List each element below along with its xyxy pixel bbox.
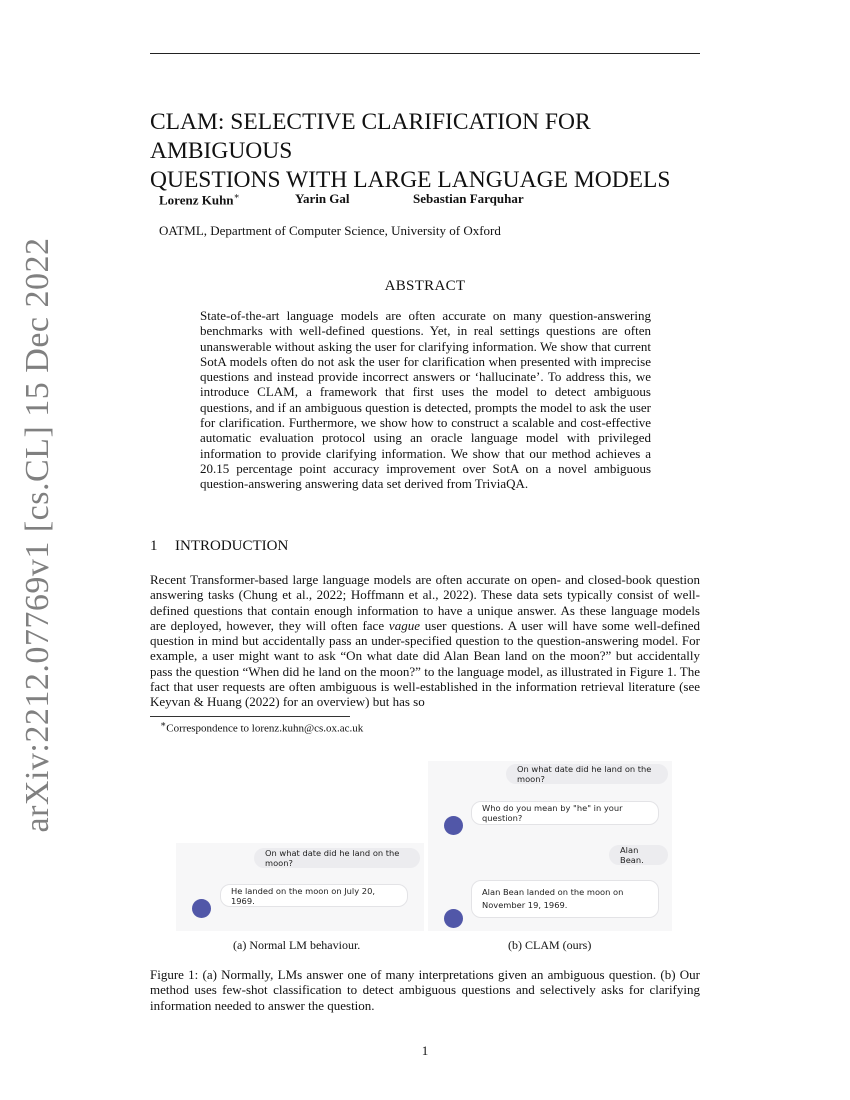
- panel-a-user-bubble: On what date did he land on the moon?: [254, 848, 420, 868]
- title-line-2: QUESTIONS WITH LARGE LANGUAGE MODELS: [150, 167, 671, 193]
- footnote-rule: [150, 716, 350, 717]
- intro-emphasis: vague: [388, 617, 420, 633]
- author-1-name: Lorenz Kuhn: [159, 192, 234, 208]
- subcaption-b: (b) CLAM (ours): [508, 938, 592, 952]
- footnote-mark: ∗: [160, 719, 167, 729]
- footnote: [160, 719, 363, 735]
- author-2: Yarin Gal: [295, 191, 350, 206]
- author-3: Sebastian Farquhar: [413, 191, 524, 206]
- intro-text-part-1: Recent Transformer-based large language models are often accurate on open- and closed-book question answering tasks (Chung et al., 2022; Hoffmann et al., 2022). These data sets typically consist of well-defined questions that contain enough information to have a unique answer. As these language models are deployed, however, they will often face: [150, 572, 700, 633]
- affiliation: OATML, Department of Computer Science, University of Oxford: [159, 223, 501, 238]
- panel-b-model-bubble-2: Alan Bean landed on the moon on November 19, 1969.: [471, 880, 659, 918]
- figure-panel-a: [176, 843, 424, 931]
- bot-avatar-icon: [444, 816, 463, 835]
- figure-caption: Figure 1: (a) Normally, LMs answer one of many interpretations given an ambiguous question. (b) Our method uses few-shot classification to detect ambiguous questions and selectively asks for clarifying information needed to answer the question.: [150, 967, 700, 1013]
- bot-avatar-icon: [444, 909, 463, 928]
- intro-text-part-2: user questions. A user will have some well-defined question in mind but accidentally pass an under-specified question to the question-answering model. For example, a user might want to ask “On what date did Alan Bean land on the moon?” but accidentally pass the question “When did he land on the moon?” to the language model, as illustrated in Figure 1. The fact that user requests are often ambiguous is well-established in the information retrieval literature (see Keyvan & Huang (2022) for an overview) but has so: [150, 617, 701, 710]
- page-number: 1: [421, 1043, 429, 1058]
- section-heading: [150, 538, 288, 555]
- panel-a-model-bubble: He landed on the moon on July 20, 1969.: [220, 884, 408, 907]
- intro-paragraph: [150, 572, 700, 710]
- paper-title: [150, 108, 710, 195]
- panel-b-user-bubble-1: On what date did he land on the moon?: [506, 764, 668, 784]
- panel-b-user-bubble-2: Alan Bean.: [609, 845, 668, 865]
- panel-b-model-bubble-1: Who do you mean by "he" in your question?: [471, 801, 659, 825]
- abstract-text: State-of-the-art language models are often accurate on many question-answering benchmarks with well-defined questions. Yet, in real settings questions are often unanswerable without asking the user for clarifying information. We show that current SotA models often do not ask the user for clarification when presented with imprecise questions and instead provide incorrect answers or ‘hallucinate’. To address this, we introduce CLAM, a framework that first uses the model to detect ambiguous questions, and if an ambiguous question is detected, prompts the model to ask the user for clarification. Furthermore, we show how to construct a scalable and cost-effective automatic evaluation protocol using an oracle language model with privileged information to provide clarifying information. We show that our method achieves a 20.15 percentage point accuracy improvement over SotA on a novel ambiguous question-answering answering data set derived from TriviaQA.: [200, 308, 651, 492]
- title-line-1: CLAM: SELECTIVE CLARIFICATION FOR AMBIGUOUS: [150, 109, 591, 164]
- footnote-text: Correspondence to lorenz.kuhn@cs.ox.ac.uk: [166, 722, 364, 735]
- top-rule: [150, 53, 700, 54]
- author-1-mark: ∗: [233, 191, 240, 201]
- author-1: [159, 191, 240, 208]
- figure-panel-b: [428, 761, 672, 931]
- subcaption-a: (a) Normal LM behaviour.: [233, 938, 361, 952]
- abstract-heading: ABSTRACT: [384, 278, 466, 294]
- arxiv-stamp: arXiv:2212.07769v1 [cs.CL] 15 Dec 2022: [19, 237, 56, 833]
- section-number: 1: [150, 538, 158, 554]
- bot-avatar-icon: [192, 899, 211, 918]
- section-title: INTRODUCTION: [175, 538, 289, 554]
